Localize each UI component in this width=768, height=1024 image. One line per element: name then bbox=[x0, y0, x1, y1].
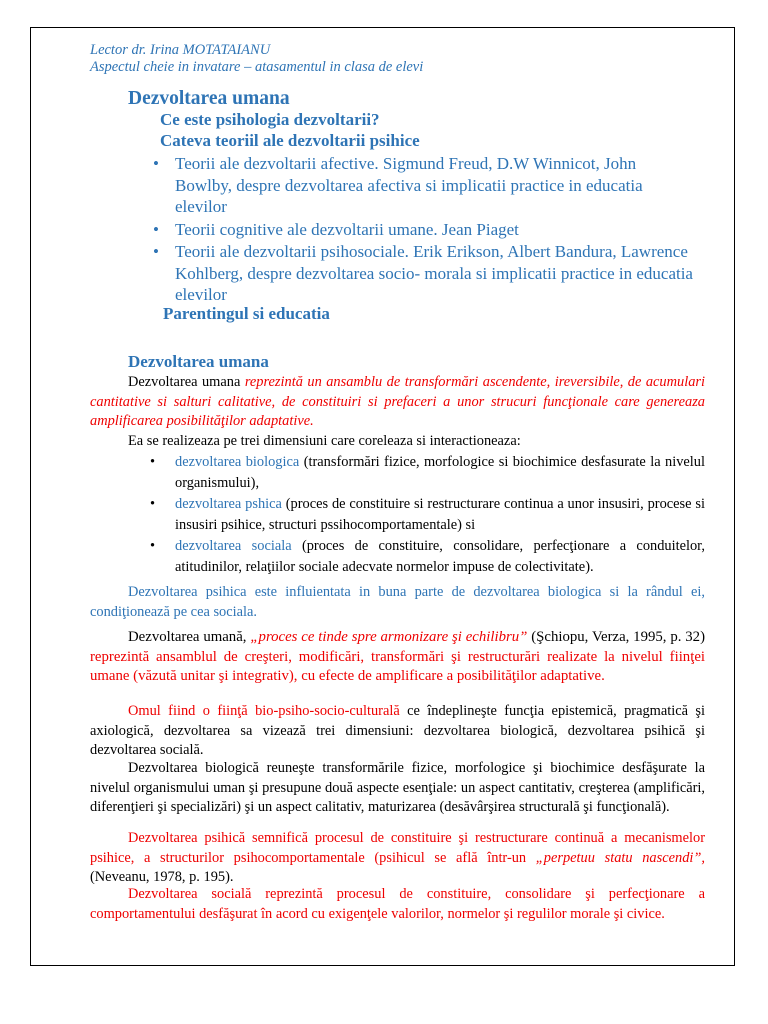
paragraph-influence: Dezvoltarea psihica este influientata in buna parte de dezvoltarea biologica si la rândul ei, condiţionează pe cea sociala. bbox=[90, 584, 705, 620]
bullet-icon: • bbox=[150, 454, 156, 470]
paragraph-harmonization: Dezvoltarea umană, „proces ce tinde spre armonizare şi echilibru” (Şchiopu, Verza, 1995, p. 32) reprezintă ansamblul de creşteri, modificări, transformări şi restructurări realizate la nivelul fiinţei umane (văzută unitar şi integrativ), cu efecte de amplificare a posibilităţilor adaptative. bbox=[90, 629, 705, 684]
toc-question-2: Cateva teoriil ale dezvoltarii psihice bbox=[160, 131, 420, 150]
dimensions-list bbox=[150, 452, 705, 578]
bullet-icon: • bbox=[153, 154, 159, 173]
paragraph-definition: Dezvoltarea umana reprezintă un ansamblu de transformări ascendente, ireversibile, de acumulari cantitative si salturi calitative, de constituiri si prefaceri a unor strucuri funcţionale care genereaza amplificarea posibilităţilor adaptative. bbox=[90, 374, 706, 429]
bullet-icon: • bbox=[150, 538, 156, 554]
dimension-item: • dezvoltarea pshica (proces de constituire si restructurare continua a unor insusiri, procese si insusiri psihice, structuri pssihocomportamentale) si bbox=[150, 496, 705, 533]
dimension-item: • dezvoltarea biologica (transformări fizice, morfologice si biochimice desfasurate la nivelul organismului), bbox=[150, 454, 705, 491]
dimension-item: • dezvoltarea sociala (proces de constituire, consolidare, perfecţionare a conduitelor, atitudinilor, relaţiilor sociale adecvate normelor impuse de colectivitate). bbox=[150, 538, 705, 575]
toc-bullet-list bbox=[153, 153, 695, 307]
section-title: Dezvoltarea umana bbox=[128, 352, 269, 371]
bullet-icon: • bbox=[153, 219, 159, 239]
document-header bbox=[90, 42, 690, 76]
bullet-icon: • bbox=[150, 496, 156, 512]
paragraph-biological: Dezvoltarea biologică reuneşte transformările fizice, morfologice şi biochimice desfăşurate la nivelul organismului uman şi presupune două aspecte esenţiale: un aspect cantitativ, creşterea (amplificări, diferenţieri şi specializări) şi un aspect calitativ, maturizarea (desăvârşirea structurală şi funcţională). bbox=[90, 760, 705, 815]
toc-title: Dezvoltarea umana bbox=[128, 88, 290, 109]
author-line: Lector dr. Irina MOTATAIANU bbox=[90, 42, 271, 58]
toc-bullet-item: • Teorii ale dezvoltarii afective. Sigmund Freud, D.W Winnicot, John Bowlby, despre dezvoltarea afectiva si implicatii practice in educatia elevilor bbox=[153, 154, 643, 216]
toc-bullet-item: • Teorii ale dezvoltarii psihosociale. Erik Erikson, Albert Bandura, Lawrence Kohlberg, despre dezvoltarea socio- morala si implicatii practice in educatia elevilor bbox=[153, 242, 693, 304]
bullet-icon: • bbox=[153, 242, 159, 261]
paragraph-bio-psycho-social: Omul fiind o fiinţă bio-psiho-socio-culturală ce îndeplineşte funcţia epistemică, pragmatică şi axiologică, dezvoltarea sa vizează trei dimensiuni: dezvoltarea biologică, dezvoltarea psihică şi dezvoltarea socială. bbox=[90, 703, 705, 758]
paragraph-social: Dezvoltarea socială reprezintă procesul de constituire, consolidare şi perfecţionare a comportamentului desfăşurat în acord cu exigenţele valorilor, normelor şi regulilor morale şi civice. bbox=[90, 886, 705, 922]
toc-bullet-item: • Teorii cognitive ale dezvoltarii umane. Jean Piaget bbox=[153, 219, 519, 239]
toc-last-item: Parentingul si educatia bbox=[163, 304, 330, 323]
paragraph-dimensions-intro: Ea se realizeaza pe trei dimensiuni care coreleaza si interactioneaza: bbox=[128, 433, 521, 449]
paragraph-psychic: Dezvoltarea psihică semnifică procesul de constituire şi restructurare continuă a mecanismelor psihice, a structurilor psihocomportamentale (psihicul se află într-un „perpetuu statu nascendi”, (Neveanu, 1978, p. 195). bbox=[90, 830, 705, 885]
toc-question-1: Ce este psihologia dezvoltarii? bbox=[160, 110, 380, 129]
subtitle-line: Aspectul cheie in invatare – atasamentul in clasa de elevi bbox=[90, 59, 424, 75]
